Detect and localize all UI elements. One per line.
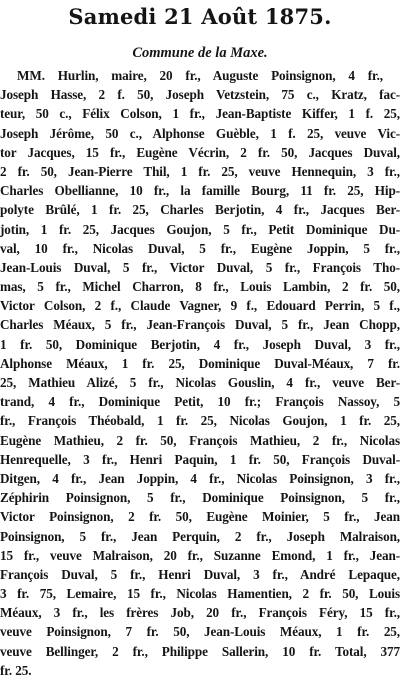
donor-list-paragraph [0,66,400,680]
text-line: Charles Obellianne, 10 fr., la famille Bourg, 11 fr. 25, Hip- [0,183,400,199]
commune-subheading: Commune de la Maxe. [132,45,268,61]
text-line: François Duval, 5 fr., Henri Duval, 3 fr., André Lepaque, [0,566,400,582]
text-line: Joseph Jérôme, 50 c., Alphonse Guèble, 1 f. 25, veuve Vic- [0,125,400,141]
date-heading: Samedi 21 Août 1875. [68,4,332,29]
text-line: trand, 4 fr., Dominique Petit, 10 fr.; François Nassoy, 5 [0,394,400,410]
text-line: Eugène Mathieu, 2 fr. 50, François Mathieu, 2 fr., Nicolas [0,432,400,448]
text-line: Victor Poinsignon, 2 fr. 50, Eugène Moinier, 5 fr., Jean [0,509,400,525]
text-line: Charles Méaux, 5 fr., Jean-François Duval, 5 fr., Jean Chopp, [0,317,400,333]
text-line: tor Jacques, 15 fr., Eugène Vécrin, 2 fr. 50, Jacques Duval, [0,144,400,160]
text-line: Victor Colson, 2 f., Claude Vagner, 9 f., Edouard Perrin, 5 f., [0,298,400,314]
text-line: jotin, 1 fr. 25, Jacques Goujon, 5 fr., Petit Dominique Du- [0,221,400,237]
text-line: 1 fr. 50, Dominique Berjotin, 4 fr., Joseph Duval, 3 fr., [0,336,400,352]
text-line: Poinsignon, 5 fr., Jean Perquin, 2 fr., Joseph Malraison, [0,528,400,544]
text-line: mas, 5 fr., Michel Charron, 8 fr., Louis Lambin, 2 fr. 50, [0,279,400,295]
text-line: Henrequelle, 3 fr., Henri Paquin, 1 fr. 50, François Duval- [0,451,400,467]
text-line: fr. 25. [0,662,32,678]
text-line: fr., François Théobald, 1 fr. 25, Nicolas Goujon, 1 fr. 25, [0,413,400,429]
text-line: Alphonse Méaux, 1 fr. 25, Dominique Duval-Méaux, 7 fr. [0,355,400,371]
text-line: veuve Poinsignon, 7 fr. 50, Jean-Louis Méaux, 1 fr. 25, [0,624,400,640]
text-line: 15 fr., veuve Malraison, 20 fr., Suzanne Emond, 1 fr., Jean- [0,547,400,563]
text-line: Méaux, 3 fr., les frères Job, 20 fr., François Féry, 15 fr., [0,605,400,621]
text-line: polyte Brûlé, 1 fr. 25, Charles Berjotin, 4 fr., Jacques Ber- [0,202,400,218]
text-line: 3 fr. 75, Lemaire, 15 fr., Nicolas Hamentien, 2 fr. 50, Louis [0,586,400,602]
text-line: val, 10 fr., Nicolas Duval, 5 fr., Eugène Joppin, 5 fr., [0,240,400,256]
text-line: veuve Bellinger, 2 fr., Philippe Sallerin, 10 fr. Total, 377 [0,643,400,659]
text-line: Zéphirin Poinsignon, 5 fr., Dominique Poinsignon, 5 fr., [0,490,400,506]
text-line: MM. Hurlin, maire, 20 fr., Auguste Poinsignon, 4 fr., [17,68,383,83]
text-line: Jean-Louis Duval, 5 fr., Victor Duval, 5 fr., François Tho- [0,259,400,275]
text-line: teur, 50 c., Félix Colson, 1 fr., Jean-Baptiste Kiffer, 1 f. 25, [0,106,400,122]
text-line: 25, Mathieu Alizé, 5 fr., Nicolas Gouslin, 4 fr., veuve Ber- [0,375,400,390]
text-line: Ditgen, 4 fr., Jean Joppin, 4 fr., Nicolas Poinsignon, 3 fr., [0,470,400,486]
text-line: Joseph Hasse, 2 f. 50, Joseph Vetzstein, 75 c., Kratz, fac- [0,87,400,103]
text-line: 2 fr. 50, Jean-Pierre Thil, 1 fr. 25, veuve Hennequin, 3 fr., [0,163,400,179]
